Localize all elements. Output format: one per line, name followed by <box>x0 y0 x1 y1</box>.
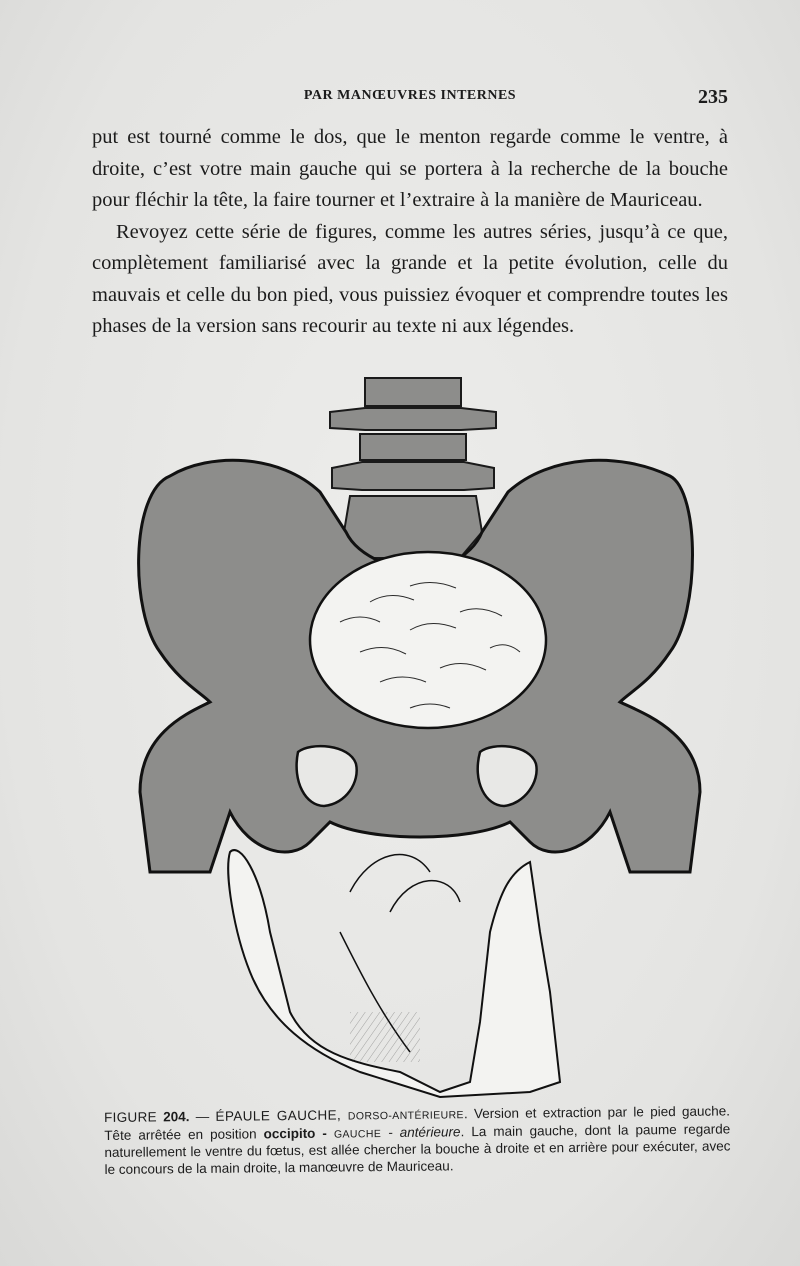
figure-illustration <box>110 372 720 1102</box>
caption-number: 204. <box>163 1109 190 1125</box>
caption-dash: — <box>189 1108 216 1125</box>
page-number: 235 <box>698 86 728 108</box>
pelvis-illustration <box>110 372 720 1102</box>
paragraph-2: Revoyez cette série de figures, comme les autres séries, jusqu’à ce que, complètement familiarisé avec la grande et la petite évolution, celle du mauvais et celle du bon pied, vous puissiez évoquer et comprendre toutes les phases de la version sans recourir au texte ni aux légendes. <box>92 220 728 337</box>
paragraph-1: put est tourné comme le dos, que le menton regarde comme le ventre, à droite, c’est votre main gauche qui se portera à la recherche de la bouche pour fléchir la tête, la faire tourner et l’extraire à la manière de Mauriceau. <box>92 126 728 211</box>
body-text <box>92 122 728 343</box>
lumbar-vertebrae <box>330 378 496 558</box>
caption-smallcaps-2: GAUCHE <box>333 1127 382 1141</box>
caption-italic-1: - antérieure <box>381 1123 461 1140</box>
running-head <box>92 86 728 116</box>
caption-smallcaps-1: DORSO-ANTÉRIEURE <box>347 1109 464 1123</box>
caption-label: FIGURE <box>104 1109 157 1125</box>
fetal-head <box>310 552 546 728</box>
caption-text-2: . La main gauche, dont la paume regarde naturellement le ventre du fœtus, est allée chercher la bouche à droite et en arrière pour exécuter, avec le concours de la main droite, la manœuvre de Mauriceau. <box>104 1120 731 1177</box>
hand-shading <box>350 1012 420 1062</box>
caption-text-1: . Version et extraction par le pied gauche. Tête arrêtée en position <box>104 1103 731 1143</box>
running-title: PAR MANŒUVRES INTERNES <box>303 88 517 103</box>
figure-caption <box>104 1103 731 1178</box>
caption-title: ÉPAULE GAUCHE, <box>215 1107 348 1124</box>
caption-bold-1: occipito - <box>263 1125 334 1141</box>
